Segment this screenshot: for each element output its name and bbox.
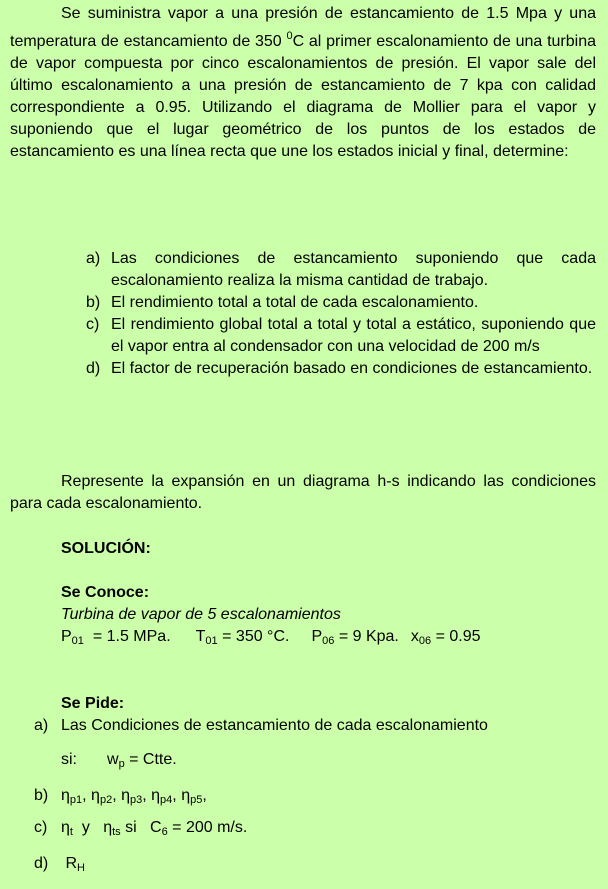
p06-symbol: P xyxy=(311,628,323,645)
known-title: Se Conoce: xyxy=(61,584,150,601)
x06-value: = 0.95 xyxy=(435,628,481,645)
list-item xyxy=(86,358,596,380)
eta-symbol: η xyxy=(121,787,130,804)
item-label: c) xyxy=(86,316,100,333)
t01-value: = 350 °C. xyxy=(222,628,290,645)
item-label: b) xyxy=(86,294,101,311)
item-a-condition xyxy=(61,749,596,775)
item-label: d) xyxy=(86,360,101,377)
list-item xyxy=(34,817,596,843)
wp-value: = Ctte. xyxy=(129,751,177,768)
eta-ts-sub: ts xyxy=(112,826,121,838)
p06-sub: 06 xyxy=(322,635,335,647)
item-text: Las condiciones de estancamiento suponiendo que cada escalonamiento realiza la misma cantidad de trabajo. xyxy=(111,250,596,289)
known-turbine: Turbina de vapor de 5 escalonamientos xyxy=(61,606,341,623)
x06-sub: 06 xyxy=(418,635,432,647)
list-item xyxy=(86,314,596,358)
eta-sub: p2 xyxy=(99,794,113,806)
recovery-factor xyxy=(61,853,596,879)
degree-superscript: 0 xyxy=(286,30,293,42)
si-label: si xyxy=(125,819,137,836)
asked-title: Se Pide: xyxy=(61,695,125,712)
efficiency-list: $\eta_{p1}$, $\eta_{p2}$, $\eta_{p3}$, $\eta_{p4}$, $\eta_{p5}$, xyxy=(61,787,207,806)
eta-symbol: η xyxy=(103,819,113,836)
problem-intro xyxy=(10,3,596,163)
list-item xyxy=(86,248,596,292)
represent-paragraph: Represente la expansión en un diagrama h-s indicando las condiciones para cada escalonamiento. xyxy=(10,473,596,512)
eta-sub: p3 xyxy=(130,794,143,806)
eta-symbol: η xyxy=(61,787,70,804)
list-item xyxy=(86,292,596,314)
item-label: d) xyxy=(34,855,49,872)
solution-title: SOLUCIÓN: xyxy=(61,540,151,557)
x06-symbol: x xyxy=(410,628,419,645)
si-label: si: xyxy=(61,751,77,768)
c6-sub: 6 xyxy=(161,826,168,838)
t01-symbol: T xyxy=(195,628,206,645)
item-text: El factor de recuperación basado en condiciones de estancamiento. xyxy=(111,360,593,377)
list-item xyxy=(34,785,596,811)
eta-symbol: η xyxy=(91,787,100,804)
item-label: a) xyxy=(34,717,49,734)
intro-text-1: Se suministra vapor a una presión de estancamiento de 1.5 Mpa y una temperatura de estancamiento de 350 xyxy=(10,5,596,50)
t01-sub: 01 xyxy=(205,635,218,647)
wp-symbol: w xyxy=(107,751,119,768)
eta-sub: p1 xyxy=(69,794,83,806)
list-item xyxy=(34,853,596,879)
item-label: c) xyxy=(34,819,48,836)
list-item xyxy=(34,749,596,775)
intro-text-2: C al primer escalonamiento de una turbina de vapor compuesta por cinco escalonamientos de presión. El vapor sale del último escalonamiento a una presión de estancamiento de 7 kpa con calidad correspondiente a 0.95. Utilizando el diagrama de Mollier para el vapor y suponiendo que el lugar geométrico de los puntos de los estados de estancamiento es una línea recta que une los estados inicial y final, determine: xyxy=(10,33,597,160)
eta-symbol: η xyxy=(151,787,161,804)
p01-sub: 01 xyxy=(71,635,84,647)
eta-t-sub: t xyxy=(69,826,73,838)
p06-value: = 9 Kpa. xyxy=(338,628,399,645)
c6-symbol: C xyxy=(150,819,162,836)
item-label: b) xyxy=(34,787,49,804)
eta-symbol: η xyxy=(61,819,70,836)
known-values xyxy=(61,626,481,652)
overall-efficiency xyxy=(61,817,596,843)
wp-sub: p xyxy=(118,758,125,770)
item-text: Las Condiciones de estancamiento de cada escalonamiento xyxy=(61,717,488,734)
p01-symbol: P xyxy=(61,628,72,645)
item-text: El rendimiento total a total de cada escalonamiento. xyxy=(111,294,479,311)
eta-symbol: η xyxy=(181,787,191,804)
y-conjunction: y xyxy=(81,819,90,836)
eta-sub: p5 xyxy=(190,794,203,806)
item-label: a) xyxy=(86,250,101,267)
list-item xyxy=(34,715,596,737)
question-list xyxy=(86,248,596,380)
item-text: El rendimiento global total a total y total a estático, suponiendo que el vapor entra al condensador con una velocidad de 200 m/s xyxy=(111,316,596,355)
p01-value: = 1.5 MPa. xyxy=(92,628,171,645)
rh-symbol: R xyxy=(65,855,78,872)
rh-sub: H xyxy=(77,862,85,874)
c6-value: = 200 m/s. xyxy=(172,819,248,836)
eta-sub: p4 xyxy=(160,794,173,806)
